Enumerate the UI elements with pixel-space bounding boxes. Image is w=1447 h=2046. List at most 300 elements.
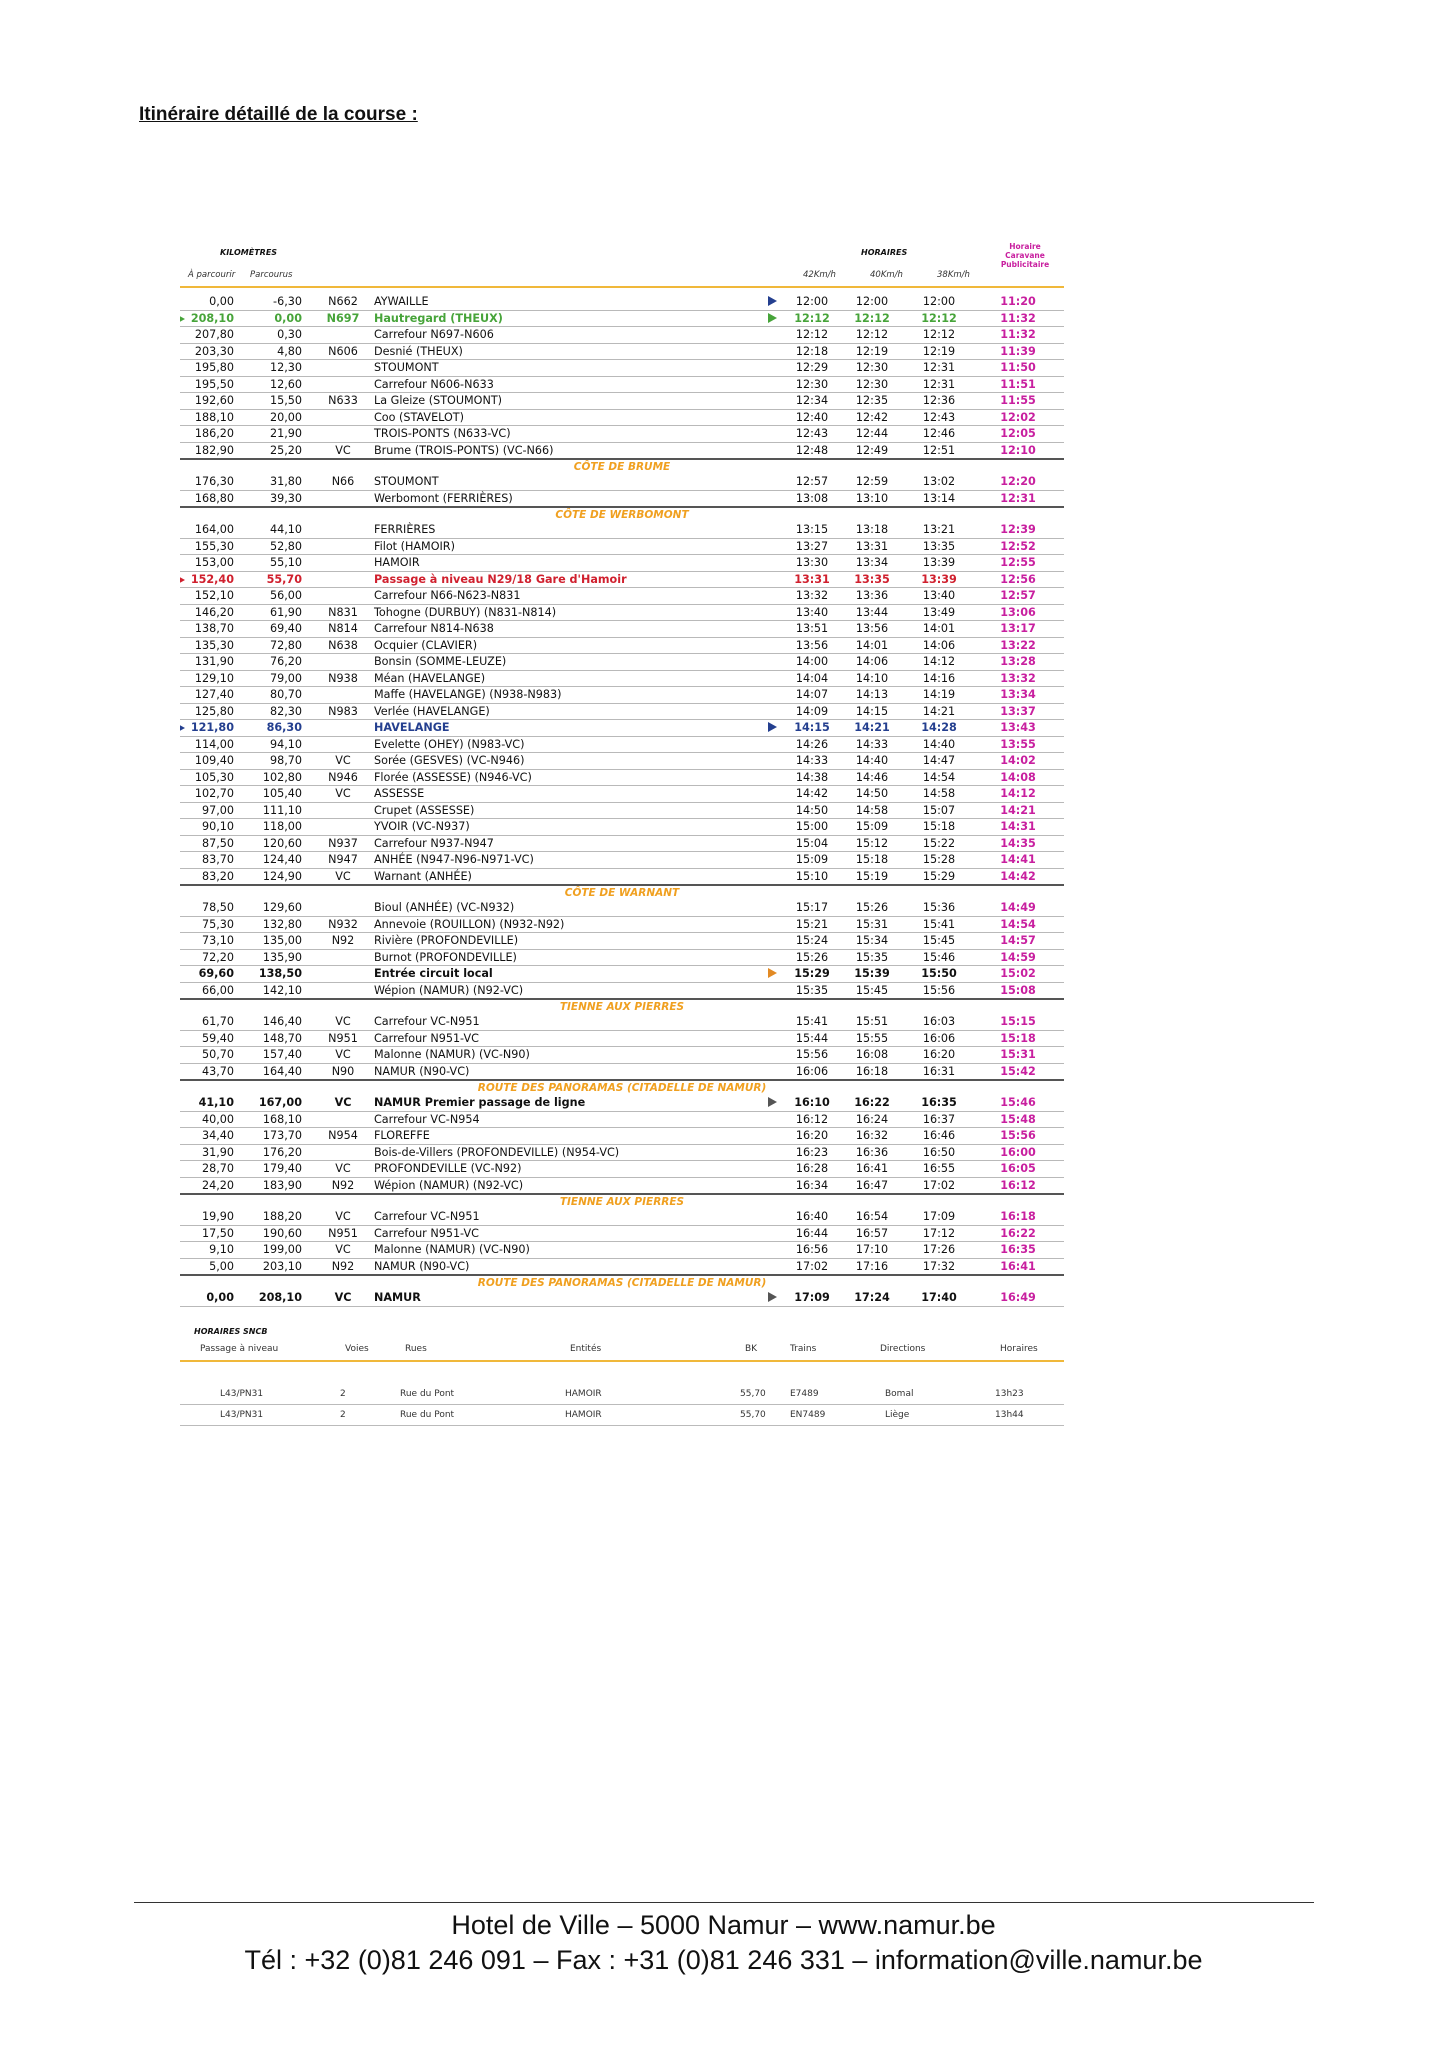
road: N638 xyxy=(318,637,368,654)
climb-label: CÔTE DE WARNANT xyxy=(564,887,680,899)
marker-cell xyxy=(758,1161,786,1178)
time-38: 16:06 xyxy=(906,1030,972,1047)
time-38: 17:26 xyxy=(906,1242,972,1259)
km-covered: 176,20 xyxy=(238,1144,318,1161)
route-marker-icon xyxy=(768,1292,777,1302)
place: Tohogne (DURBUY) (N831-N814) xyxy=(368,604,758,621)
time-38: 14:19 xyxy=(906,687,972,704)
km-covered: 148,70 xyxy=(238,1030,318,1047)
place: Hautregard (THEUX) xyxy=(368,310,758,327)
time-42: 12:43 xyxy=(786,426,838,443)
road xyxy=(318,522,368,538)
climb-row xyxy=(180,1275,1064,1290)
col-a-parcourir: À parcourir xyxy=(188,270,236,280)
sncb-col-header: Trains xyxy=(790,1343,817,1354)
km-remaining: 195,80 xyxy=(180,360,238,377)
time-40: 12:30 xyxy=(838,376,906,393)
time-38: 16:03 xyxy=(906,1014,972,1030)
sncb-section xyxy=(180,1327,1064,1426)
km-covered: 44,10 xyxy=(238,522,318,538)
col-speed-38: 38Km/h xyxy=(937,270,970,280)
time-40: 16:22 xyxy=(838,1095,906,1111)
place: Wépion (NAMUR) (N92-VC) xyxy=(368,1177,758,1194)
time-40: 15:19 xyxy=(838,868,906,885)
time-40: 12:12 xyxy=(838,327,906,344)
time-caravane: 15:02 xyxy=(972,966,1064,983)
road xyxy=(318,538,368,555)
time-38: 13:49 xyxy=(906,604,972,621)
time-42: 14:09 xyxy=(786,703,838,720)
km-covered: 124,90 xyxy=(238,868,318,885)
time-42: 13:51 xyxy=(786,621,838,638)
km-covered: 173,70 xyxy=(238,1128,318,1145)
km-covered: 55,70 xyxy=(238,571,318,588)
time-caravane: 14:59 xyxy=(972,949,1064,966)
marker-cell xyxy=(758,703,786,720)
sncb-cell: 13h44 xyxy=(985,1404,1064,1425)
km-remaining: 135,30 xyxy=(180,637,238,654)
itinerary-row xyxy=(180,1144,1064,1161)
place: Carrefour N937-N947 xyxy=(368,835,758,852)
time-caravane: 14:35 xyxy=(972,835,1064,852)
place: Warnant (ANHÉE) xyxy=(368,868,758,885)
km-remaining: 188,10 xyxy=(180,409,238,426)
km-covered: 179,40 xyxy=(238,1161,318,1178)
km-covered: 52,80 xyxy=(238,538,318,555)
marker-cell xyxy=(758,769,786,786)
time-38: 14:21 xyxy=(906,703,972,720)
marker-cell xyxy=(758,1177,786,1194)
time-38: 14:16 xyxy=(906,670,972,687)
time-42: 15:26 xyxy=(786,949,838,966)
time-caravane: 13:37 xyxy=(972,703,1064,720)
time-38: 13:21 xyxy=(906,522,972,538)
km-covered: 203,10 xyxy=(238,1258,318,1275)
time-42: 16:10 xyxy=(786,1095,838,1111)
km-covered: 76,20 xyxy=(238,654,318,671)
place: Verlée (HAVELANGE) xyxy=(368,703,758,720)
time-38: 16:50 xyxy=(906,1144,972,1161)
time-caravane: 12:10 xyxy=(972,442,1064,459)
time-40: 16:41 xyxy=(838,1161,906,1178)
place: HAVELANGE xyxy=(368,720,758,737)
road: N951 xyxy=(318,1030,368,1047)
time-38: 13:40 xyxy=(906,588,972,605)
km-covered: 0,30 xyxy=(238,327,318,344)
km-remaining: 129,10 xyxy=(180,670,238,687)
itinerary-row xyxy=(180,654,1064,671)
time-caravane: 14:49 xyxy=(972,900,1064,916)
place: NAMUR (N90-VC) xyxy=(368,1258,758,1275)
time-caravane: 12:39 xyxy=(972,522,1064,538)
time-42: 12:12 xyxy=(786,327,838,344)
time-42: 17:02 xyxy=(786,1258,838,1275)
time-caravane: 13:17 xyxy=(972,621,1064,638)
itinerary-row xyxy=(180,1258,1064,1275)
road: N951 xyxy=(318,1225,368,1242)
sncb-header xyxy=(180,1340,1064,1362)
itinerary-row xyxy=(180,900,1064,916)
horaires-header: HORAIRES xyxy=(861,248,908,257)
place: Carrefour VC-N954 xyxy=(368,1111,758,1128)
km-remaining: 0,00 xyxy=(180,294,238,310)
itinerary-row xyxy=(180,1128,1064,1145)
time-40: 16:24 xyxy=(838,1111,906,1128)
km-covered: 183,90 xyxy=(238,1177,318,1194)
time-40: 15:26 xyxy=(838,900,906,916)
time-40: 14:46 xyxy=(838,769,906,786)
km-remaining: 125,80 xyxy=(180,703,238,720)
climb-label: ROUTE DES PANORAMAS (CITADELLE DE NAMUR) xyxy=(477,1277,767,1289)
time-42: 16:56 xyxy=(786,1242,838,1259)
time-caravane: 11:32 xyxy=(972,327,1064,344)
km-covered: 61,90 xyxy=(238,604,318,621)
road xyxy=(318,982,368,999)
place: Bioul (ANHÉE) (VC-N932) xyxy=(368,900,758,916)
marker-cell xyxy=(758,426,786,443)
time-42: 16:40 xyxy=(786,1209,838,1225)
place: Florée (ASSESSE) (N946-VC) xyxy=(368,769,758,786)
km-covered: 124,40 xyxy=(238,852,318,869)
road: N606 xyxy=(318,343,368,360)
time-40: 16:18 xyxy=(838,1063,906,1080)
itinerary-row xyxy=(180,852,1064,869)
climb-label: CÔTE DE BRUME xyxy=(573,461,671,473)
place: Ocquier (CLAVIER) xyxy=(368,637,758,654)
time-caravane: 12:56 xyxy=(972,571,1064,588)
time-38: 15:29 xyxy=(906,868,972,885)
time-42: 16:44 xyxy=(786,1225,838,1242)
time-38: 17:02 xyxy=(906,1177,972,1194)
km-remaining: 109,40 xyxy=(180,753,238,770)
time-38: 13:39 xyxy=(906,571,972,588)
table-column-header xyxy=(180,268,1064,288)
time-40: 14:33 xyxy=(838,736,906,753)
time-40: 13:44 xyxy=(838,604,906,621)
time-38: 15:28 xyxy=(906,852,972,869)
itinerary-row xyxy=(180,1047,1064,1064)
climb-row xyxy=(180,1080,1064,1095)
road: N937 xyxy=(318,835,368,852)
time-42: 15:17 xyxy=(786,900,838,916)
marker-cell xyxy=(758,294,786,310)
km-remaining: 155,30 xyxy=(180,538,238,555)
time-42: 16:06 xyxy=(786,1063,838,1080)
km-remaining: 168,80 xyxy=(180,490,238,507)
km-remaining: 66,00 xyxy=(180,982,238,999)
time-42: 14:04 xyxy=(786,670,838,687)
km-covered: 199,00 xyxy=(238,1242,318,1259)
km-covered: 146,40 xyxy=(238,1014,318,1030)
marker-cell xyxy=(758,736,786,753)
col-parcourus: Parcourus xyxy=(250,270,293,280)
time-caravane: 16:22 xyxy=(972,1225,1064,1242)
time-42: 16:28 xyxy=(786,1161,838,1178)
time-42: 13:27 xyxy=(786,538,838,555)
km-remaining: 182,90 xyxy=(180,442,238,459)
km-remaining: 17,50 xyxy=(180,1225,238,1242)
km-remaining: 87,50 xyxy=(180,835,238,852)
place: Crupet (ASSESSE) xyxy=(368,802,758,819)
road xyxy=(318,802,368,819)
km-remaining: 195,50 xyxy=(180,376,238,393)
climb-row xyxy=(180,1194,1064,1209)
sncb-cell: 2 xyxy=(330,1384,390,1405)
km-remaining: 31,90 xyxy=(180,1144,238,1161)
sncb-cell: Rue du Pont xyxy=(390,1384,555,1405)
km-covered: 21,90 xyxy=(238,426,318,443)
time-42: 13:40 xyxy=(786,604,838,621)
itinerary-row xyxy=(180,1177,1064,1194)
itinerary-row xyxy=(180,835,1064,852)
road: N90 xyxy=(318,1063,368,1080)
km-covered: 80,70 xyxy=(238,687,318,704)
marker-cell xyxy=(758,555,786,572)
marker-cell xyxy=(758,949,786,966)
time-40: 16:08 xyxy=(838,1047,906,1064)
road: N983 xyxy=(318,703,368,720)
place: Wépion (NAMUR) (N92-VC) xyxy=(368,982,758,999)
itinerary-row xyxy=(180,802,1064,819)
time-40: 14:15 xyxy=(838,703,906,720)
time-40: 14:50 xyxy=(838,786,906,803)
marker-cell xyxy=(758,343,786,360)
km-remaining: 43,70 xyxy=(180,1063,238,1080)
time-42: 15:41 xyxy=(786,1014,838,1030)
place: ANHÉE (N947-N96-N971-VC) xyxy=(368,852,758,869)
road: N938 xyxy=(318,670,368,687)
km-covered: 12,60 xyxy=(238,376,318,393)
road: VC xyxy=(318,1290,368,1306)
time-40: 12:30 xyxy=(838,360,906,377)
marker-cell xyxy=(758,1209,786,1225)
km-remaining: 176,30 xyxy=(180,474,238,490)
time-caravane: 16:41 xyxy=(972,1258,1064,1275)
time-40: 14:58 xyxy=(838,802,906,819)
sncb-table xyxy=(180,1384,1064,1426)
time-42: 15:10 xyxy=(786,868,838,885)
place: PROFONDEVILLE (VC-N92) xyxy=(368,1161,758,1178)
time-42: 16:34 xyxy=(786,1177,838,1194)
place: Carrefour N697-N606 xyxy=(368,327,758,344)
time-42: 16:12 xyxy=(786,1111,838,1128)
km-remaining: 59,40 xyxy=(180,1030,238,1047)
marker-cell xyxy=(758,868,786,885)
itinerary-row xyxy=(180,982,1064,999)
road: VC xyxy=(318,868,368,885)
road: N954 xyxy=(318,1128,368,1145)
place: Evelette (OHEY) (N983-VC) xyxy=(368,736,758,753)
km-remaining: 83,20 xyxy=(180,868,238,885)
itinerary-row xyxy=(180,1111,1064,1128)
sncb-row xyxy=(180,1404,1064,1425)
time-42: 14:50 xyxy=(786,802,838,819)
road: VC xyxy=(318,1209,368,1225)
road xyxy=(318,327,368,344)
road xyxy=(318,1144,368,1161)
time-38: 15:07 xyxy=(906,802,972,819)
col-speed-42: 42Km/h xyxy=(803,270,836,280)
place: La Gleize (STOUMONT) xyxy=(368,393,758,410)
place: Carrefour N951-VC xyxy=(368,1030,758,1047)
footer-address: Hotel de Ville – 5000 Namur – www.namur.be xyxy=(451,1910,996,1940)
km-remaining: 78,50 xyxy=(180,900,238,916)
place: FLOREFFE xyxy=(368,1128,758,1145)
marker-cell xyxy=(758,852,786,869)
road: VC xyxy=(318,1014,368,1030)
place: Bonsin (SOMME-LEUZE) xyxy=(368,654,758,671)
km-covered: 20,00 xyxy=(238,409,318,426)
marker-cell xyxy=(758,1258,786,1275)
time-40: 12:19 xyxy=(838,343,906,360)
time-caravane: 12:02 xyxy=(972,409,1064,426)
itinerary-row xyxy=(180,786,1064,803)
time-42: 14:38 xyxy=(786,769,838,786)
marker-cell xyxy=(758,1290,786,1306)
climb-label: CÔTE DE WERBOMONT xyxy=(555,509,689,521)
place: Maffe (HAVELANGE) (N938-N983) xyxy=(368,687,758,704)
time-38: 16:55 xyxy=(906,1161,972,1178)
time-caravane: 16:12 xyxy=(972,1177,1064,1194)
marker-cell xyxy=(758,1014,786,1030)
itinerary-row xyxy=(180,637,1064,654)
itinerary-row xyxy=(180,409,1064,426)
highlight-marker-icon xyxy=(180,575,185,585)
time-38: 12:46 xyxy=(906,426,972,443)
route-marker-icon xyxy=(768,968,777,978)
place: Filot (HAMOIR) xyxy=(368,538,758,555)
time-40: 17:16 xyxy=(838,1258,906,1275)
km-remaining: 152,10 xyxy=(180,588,238,605)
place: Malonne (NAMUR) (VC-N90) xyxy=(368,1047,758,1064)
time-40: 12:35 xyxy=(838,393,906,410)
road: N662 xyxy=(318,294,368,310)
km-covered: 135,90 xyxy=(238,949,318,966)
marker-cell xyxy=(758,1047,786,1064)
km-remaining: 121,80 xyxy=(180,720,238,737)
km-remaining: 19,90 xyxy=(180,1209,238,1225)
time-caravane: 13:34 xyxy=(972,687,1064,704)
itinerary-row xyxy=(180,868,1064,885)
itinerary-row xyxy=(180,474,1064,490)
km-covered: 72,80 xyxy=(238,637,318,654)
itinerary-row xyxy=(180,376,1064,393)
time-38: 15:56 xyxy=(906,982,972,999)
time-38: 16:31 xyxy=(906,1063,972,1080)
col-speed-40: 40Km/h xyxy=(870,270,903,280)
road: N932 xyxy=(318,916,368,933)
road xyxy=(318,720,368,737)
place: Passage à niveau N29/18 Gare d'Hamoir xyxy=(368,571,758,588)
km-covered: 135,00 xyxy=(238,933,318,950)
time-38: 15:41 xyxy=(906,916,972,933)
time-38: 13:14 xyxy=(906,490,972,507)
marker-cell xyxy=(758,376,786,393)
time-38: 17:12 xyxy=(906,1225,972,1242)
road xyxy=(318,588,368,605)
marker-cell xyxy=(758,522,786,538)
km-covered: 0,00 xyxy=(238,310,318,327)
marker-cell xyxy=(758,982,786,999)
road xyxy=(318,376,368,393)
time-42: 12:40 xyxy=(786,409,838,426)
place: Carrefour N951-VC xyxy=(368,1225,758,1242)
km-covered: 4,80 xyxy=(238,343,318,360)
time-42: 15:00 xyxy=(786,819,838,836)
time-40: 16:54 xyxy=(838,1209,906,1225)
marker-cell xyxy=(758,621,786,638)
sncb-col-header: Voies xyxy=(345,1343,369,1354)
km-covered: 12,30 xyxy=(238,360,318,377)
km-remaining: 69,60 xyxy=(180,966,238,983)
road xyxy=(318,490,368,507)
time-42: 15:56 xyxy=(786,1047,838,1064)
marker-cell xyxy=(758,1225,786,1242)
time-caravane: 15:46 xyxy=(972,1095,1064,1111)
place: AYWAILLE xyxy=(368,294,758,310)
km-covered: 188,20 xyxy=(238,1209,318,1225)
marker-cell xyxy=(758,687,786,704)
time-40: 15:35 xyxy=(838,949,906,966)
marker-cell xyxy=(758,753,786,770)
place: HAMOIR xyxy=(368,555,758,572)
place: Brume (TROIS-PONTS) (VC-N66) xyxy=(368,442,758,459)
sncb-cell: 55,70 xyxy=(730,1384,780,1405)
time-42: 12:57 xyxy=(786,474,838,490)
place: Carrefour VC-N951 xyxy=(368,1014,758,1030)
marker-cell xyxy=(758,933,786,950)
itinerary-table-block xyxy=(180,242,1064,1426)
marker-cell xyxy=(758,1030,786,1047)
time-caravane: 14:54 xyxy=(972,916,1064,933)
time-38: 13:35 xyxy=(906,538,972,555)
place: FERRIÈRES xyxy=(368,522,758,538)
time-40: 16:47 xyxy=(838,1177,906,1194)
itinerary-row xyxy=(180,327,1064,344)
place: Rivière (PROFONDEVILLE) xyxy=(368,933,758,950)
time-42: 16:23 xyxy=(786,1144,838,1161)
time-38: 15:36 xyxy=(906,900,972,916)
km-remaining: 186,20 xyxy=(180,426,238,443)
km-covered: 118,00 xyxy=(238,819,318,836)
time-caravane: 13:28 xyxy=(972,654,1064,671)
time-caravane: 13:22 xyxy=(972,637,1064,654)
itinerary-row xyxy=(180,916,1064,933)
time-caravane: 13:06 xyxy=(972,604,1064,621)
road xyxy=(318,426,368,443)
place: TROIS-PONTS (N633-VC) xyxy=(368,426,758,443)
time-40: 15:12 xyxy=(838,835,906,852)
km-remaining: 207,80 xyxy=(180,327,238,344)
time-caravane: 12:20 xyxy=(972,474,1064,490)
time-40: 13:34 xyxy=(838,555,906,572)
sncb-cell: L43/PN31 xyxy=(180,1384,330,1405)
place: Annevoie (ROUILLON) (N932-N92) xyxy=(368,916,758,933)
time-caravane: 11:20 xyxy=(972,294,1064,310)
itinerary-row xyxy=(180,670,1064,687)
sncb-cell: L43/PN31 xyxy=(180,1404,330,1425)
itinerary-row xyxy=(180,310,1064,327)
km-remaining: 102,70 xyxy=(180,786,238,803)
marker-cell xyxy=(758,327,786,344)
place: Sorée (GESVES) (VC-N946) xyxy=(368,753,758,770)
time-38: 12:31 xyxy=(906,376,972,393)
time-caravane: 15:48 xyxy=(972,1111,1064,1128)
road xyxy=(318,571,368,588)
itinerary-row xyxy=(180,621,1064,638)
itinerary-row xyxy=(180,426,1064,443)
time-42: 14:07 xyxy=(786,687,838,704)
